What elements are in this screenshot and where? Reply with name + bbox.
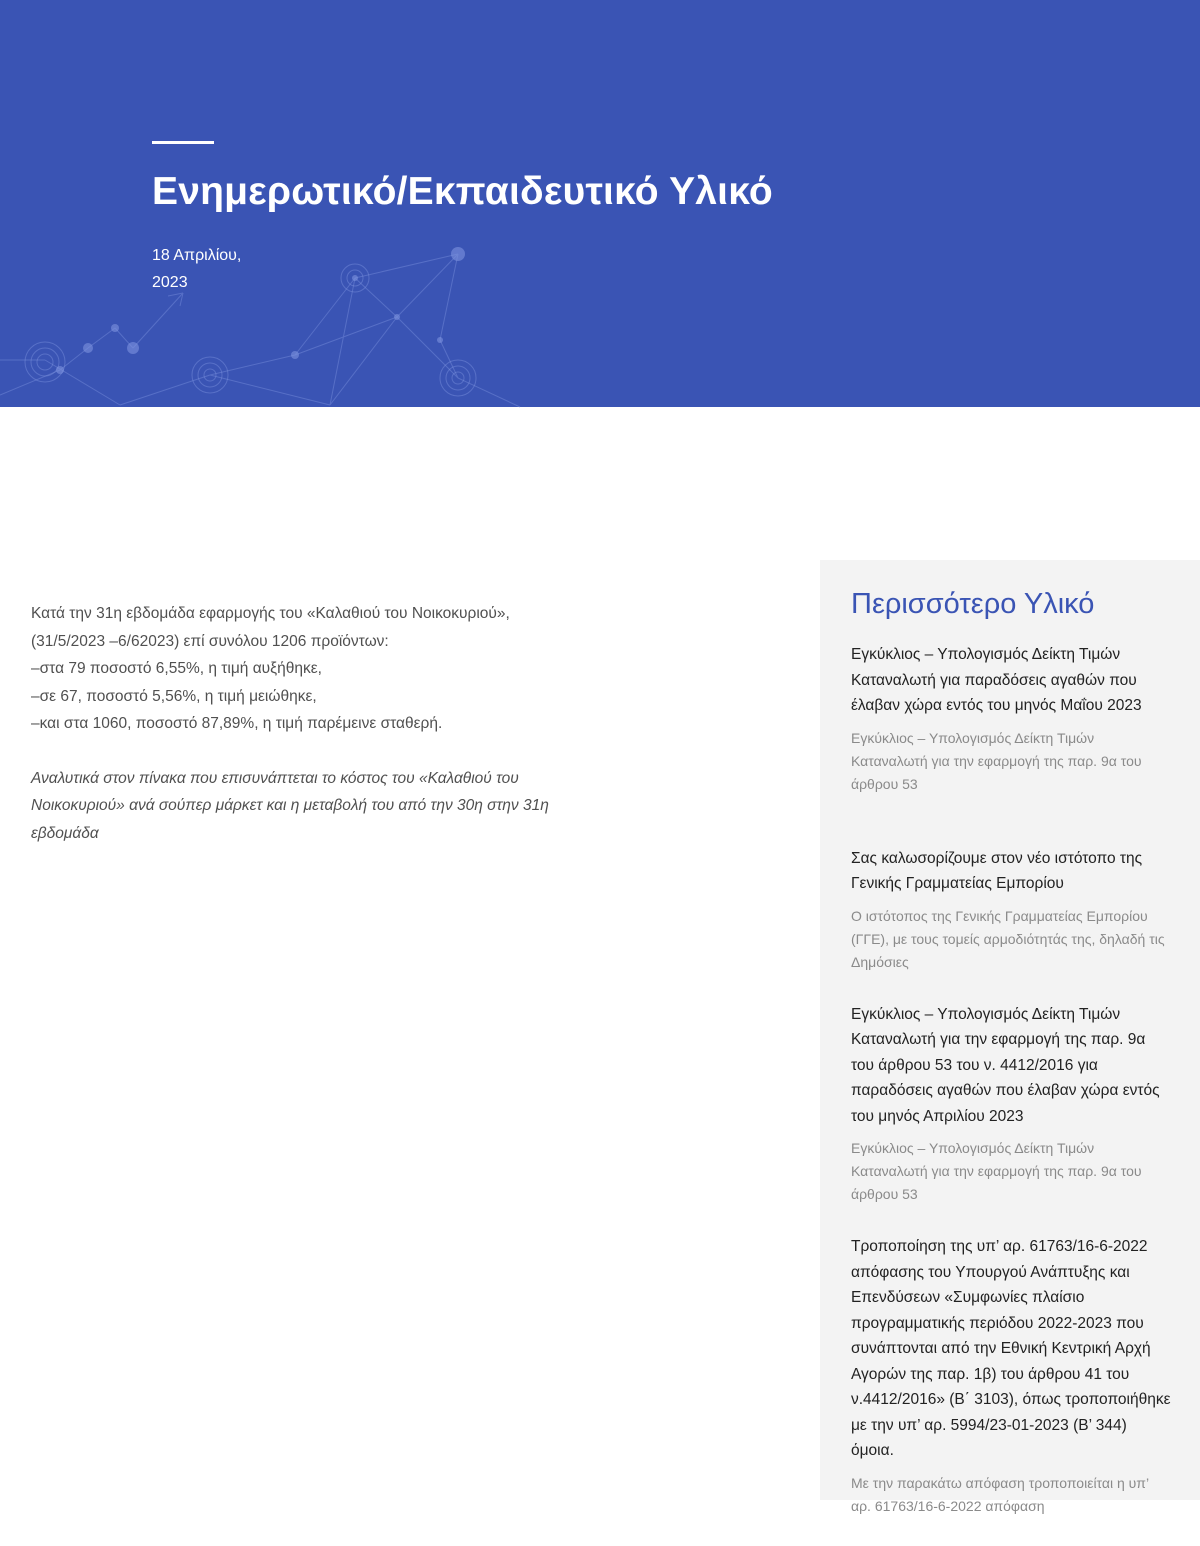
sidebar-post-excerpt: Εγκύκλιος – Υπολογισμός Δείκτη Τιμών Καταναλωτή για την εφαρμογή της παρ. 9α του άρθρου 53 bbox=[851, 729, 1142, 792]
article-line: (31/5/2023 –6/62023) επί συνόλου 1206 προϊόντων: bbox=[31, 632, 389, 650]
sidebar-post-link[interactable]: Εγκύκλιος – Υπολογισμός Δείκτη Τιμών Καταναλωτή για την εφαρμογή της παρ. 9α του άρθρου 53 του ν. 4412/2016 για παραδόσεις αγαθών που έλαβαν χώρα εντός του μηνός Απριλίου 2023 bbox=[851, 1005, 1160, 1125]
sidebar-title: Περισσότερο Υλικό bbox=[851, 588, 1095, 620]
sidebar-post-list bbox=[851, 642, 1171, 1546]
publish-date-day: 18 Απριλίου, bbox=[152, 247, 242, 264]
article-body bbox=[31, 600, 591, 847]
sidebar-post-excerpt: Εγκύκλιος – Υπολογισμός Δείκτη Τιμών Καταναλωτή για την εφαρμογή της παρ. 9α του άρθρου 53 bbox=[851, 1140, 1142, 1202]
article-line: Κατά την 31η εβδομάδα εφαρμογής του «Καλαθιού του Νοικοκυριού», bbox=[31, 605, 510, 622]
sidebar-post bbox=[851, 1002, 1171, 1207]
title-accent-bar bbox=[152, 141, 214, 144]
publish-date-year: 2023 bbox=[152, 274, 188, 291]
sidebar-post-link[interactable]: Σας καλωσορίζουμε στον νέο ιστότοπο της Γενικής Γραμματείας Εμπορίου bbox=[851, 849, 1143, 892]
article-note: Αναλυτικά στον πίνακα που επισυνάπτεται το κόστος του «Καλαθιού του Νοικοκυριού» ανά σούπερ μάρκετ και η μεταβολή του από την 30η στην 31η εβδομάδα bbox=[31, 769, 549, 842]
sidebar-post bbox=[851, 642, 1171, 796]
page-title: Ενημερωτικό/Εκπαιδευτικό Υλικό bbox=[152, 170, 773, 213]
sidebar-post-link[interactable]: Εγκύκλιος – Υπολογισμός Δείκτη Τιμών Καταναλωτή για παραδόσεις αγαθών που έλαβαν χώρα εντός του μηνός Μαΐου 2023 bbox=[851, 646, 1142, 714]
article-line: –στα 79 ποσοστό 6,55%, η τιμή αυξήθηκε, bbox=[31, 660, 322, 677]
sidebar-post bbox=[851, 846, 1171, 974]
sidebar-post-excerpt: Με την παρακάτω απόφαση τροποποιείται η υπ’ αρ. 61763/16-6-2022 απόφαση bbox=[851, 1474, 1149, 1514]
article-line: –και στα 1060, ποσοστό 87,89%, η τιμή παρέμεινε σταθερή. bbox=[31, 715, 443, 732]
publish-date bbox=[152, 242, 272, 296]
article-intro bbox=[31, 600, 591, 738]
sidebar-post-link[interactable]: Τροποποίηση της υπ’ αρ. 61763/16-6-2022 απόφασης του Υπουργού Ανάπτυξης και Επενδύσεων «Συμφωνίες πλαίσιο προγραμματικής περιόδου 2022-2023 που συνάπτονται από την Εθνική Κεντρική Αρχή Αγορών της παρ. 1β) του άρθρου 41 του ν.4412/2016» (Β΄ 3103), όπως τροποποιήθηκε με την υπ’ αρ. 5994/23-01-2023 (Β’ 344) όμοια. bbox=[851, 1238, 1171, 1459]
page-header bbox=[0, 0, 1200, 407]
sidebar-post-excerpt: Ο ιστότοπος της Γενικής Γραμματείας Εμπορίου (ΓΓΕ), με τους τομείς αρμοδιότητάς της, δηλαδή τις Δημόσιες bbox=[851, 907, 1165, 970]
sidebar-more-material bbox=[820, 560, 1200, 1514]
article-line: –σε 67, ποσοστό 5,56%, η τιμή μειώθηκε, bbox=[31, 687, 317, 705]
sidebar-post bbox=[851, 1234, 1171, 1518]
